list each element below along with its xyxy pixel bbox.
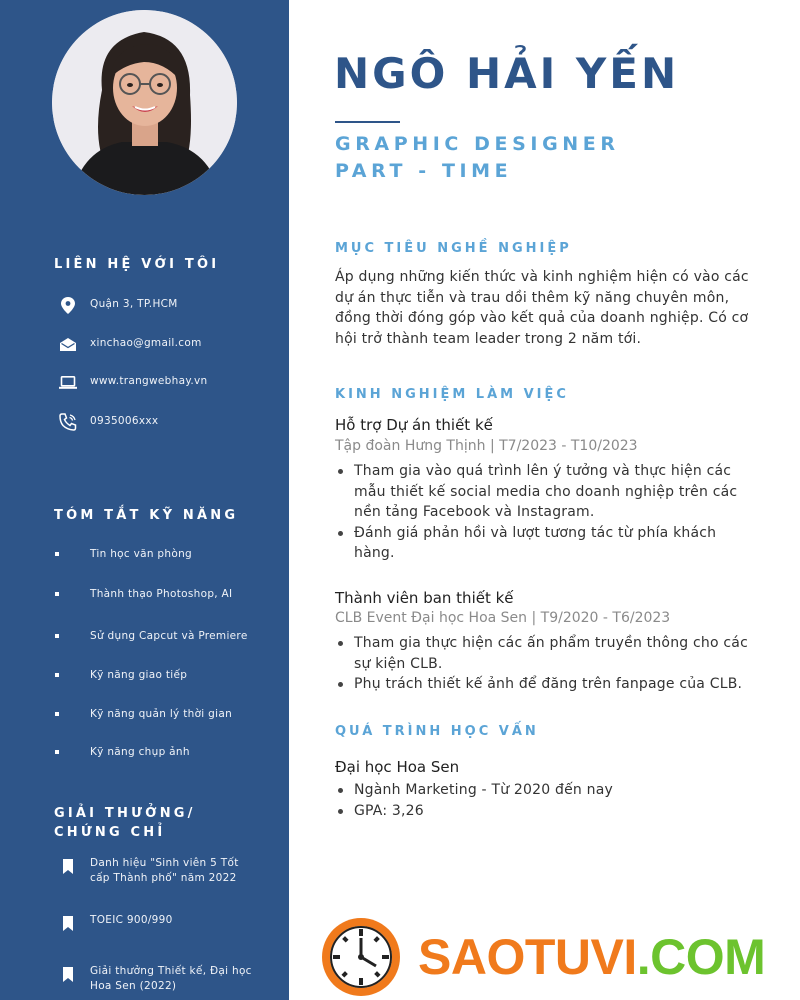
list-item: Ngành Marketing - Từ 2020 đến nay: [335, 780, 755, 801]
profile-photo-illustration: [52, 10, 237, 195]
bullet-square-icon: [55, 673, 59, 677]
phone-text: 0935006xxx: [90, 415, 159, 427]
clock-logo-icon: [320, 916, 402, 998]
objective-text: Áp dụng những kiến thức và kinh nghiệm hiện có vào các dự án thực tiễn và trau dồi thêm kỹ năng chuyên môn, đồng thời đóng góp vào kết quả của doanh nghiệp. Có cơ hội trở thành team leader trong 2 năm tới.: [335, 269, 749, 347]
bullet-square-icon: [55, 634, 59, 638]
role-line-2: PART - TIME: [335, 160, 513, 182]
education-bullets: [335, 780, 755, 821]
award-label: Giải thưởng Thiết kế, Đại học Hoa Sen (2022): [90, 965, 252, 992]
website-link[interactable]: www.trangwebhay.vn: [90, 375, 208, 387]
contact-heading: LIÊN HỆ VỚI TÔI: [54, 257, 220, 272]
awards-heading: [54, 804, 196, 842]
job-organization: CLB Event Đại học Hoa Sen | T9/2020 - T6/2023: [335, 610, 671, 626]
list-item: Đánh giá phản hồi và lượt tương tác từ phía khách hàng.: [335, 523, 755, 564]
bullet-square-icon: [55, 712, 59, 716]
email-link[interactable]: xinchao@gmail.com: [90, 337, 202, 349]
bullet-square-icon: [55, 592, 59, 596]
skill-label: Kỹ năng quản lý thời gian: [90, 708, 233, 720]
job-title: Hỗ trợ Dự án thiết kế: [335, 416, 493, 434]
skill-label: Thành thạo Photoshop, AI: [90, 588, 233, 600]
bookmark-icon: [58, 964, 78, 984]
watermark-part2: .COM: [636, 929, 766, 985]
education-heading: QUÁ TRÌNH HỌC VẤN: [335, 724, 539, 739]
envelope-icon: [58, 334, 78, 354]
watermark-text: [418, 928, 765, 986]
skill-label: Kỹ năng chụp ảnh: [90, 746, 190, 758]
objective-heading: MỤC TIÊU NGHỀ NGHIỆP: [335, 241, 572, 256]
profile-photo: [52, 10, 237, 195]
skills-heading: TÓM TẮT KỸ NĂNG: [54, 508, 239, 523]
school-name: Đại học Hoa Sen: [335, 758, 460, 776]
bullet-square-icon: [55, 750, 59, 754]
award-label: Danh hiệu "Sinh viên 5 Tốt cấp Thành phố" năm 2022: [90, 857, 239, 884]
list-item: GPA: 3,26: [335, 801, 755, 822]
watermark-part1: SAOTUVI: [418, 929, 637, 985]
bullet-square-icon: [55, 552, 59, 556]
skill-label: Kỹ năng giao tiếp: [90, 669, 188, 681]
skill-label: Sử dụng Capcut và Premiere: [90, 630, 248, 642]
awards-heading-line1: GIẢI THƯỞNG/: [54, 806, 196, 821]
sidebar: [0, 0, 289, 1000]
job-organization: Tập đoàn Hưng Thịnh | T7/2023 - T10/2023: [335, 438, 638, 454]
skill-label: Tin học văn phòng: [90, 548, 192, 560]
job-bullets: [335, 461, 755, 564]
job-bullets: [335, 633, 755, 695]
laptop-icon: [58, 372, 78, 392]
list-item: Tham gia vào quá trình lên ý tưởng và thực hiện các mẫu thiết kế social media cho doanh nghiệp trên các nền tảng Facebook và Instagram.: [335, 461, 755, 523]
location-pin-icon: [58, 295, 78, 315]
award-label: TOEIC 900/990: [90, 914, 173, 926]
list-item: Phụ trách thiết kế ảnh để đăng trên fanpage của CLB.: [335, 674, 755, 695]
bookmark-icon: [58, 913, 78, 933]
name-divider: [335, 121, 400, 123]
candidate-name: NGÔ HẢI YẾN: [334, 49, 680, 98]
phone-icon: [58, 412, 78, 432]
job-title: Thành viên ban thiết kế: [335, 589, 514, 607]
experience-heading: KINH NGHIỆM LÀM VIỆC: [335, 387, 569, 402]
role-line-1: GRAPHIC DESIGNER: [335, 133, 620, 155]
address-text: Quận 3, TP.HCM: [90, 298, 178, 310]
awards-heading-line2: CHỨNG CHỈ: [54, 825, 166, 840]
bookmark-icon: [58, 856, 78, 876]
list-item: Tham gia thực hiện các ấn phẩm truyền thông cho các sự kiện CLB.: [335, 633, 755, 674]
